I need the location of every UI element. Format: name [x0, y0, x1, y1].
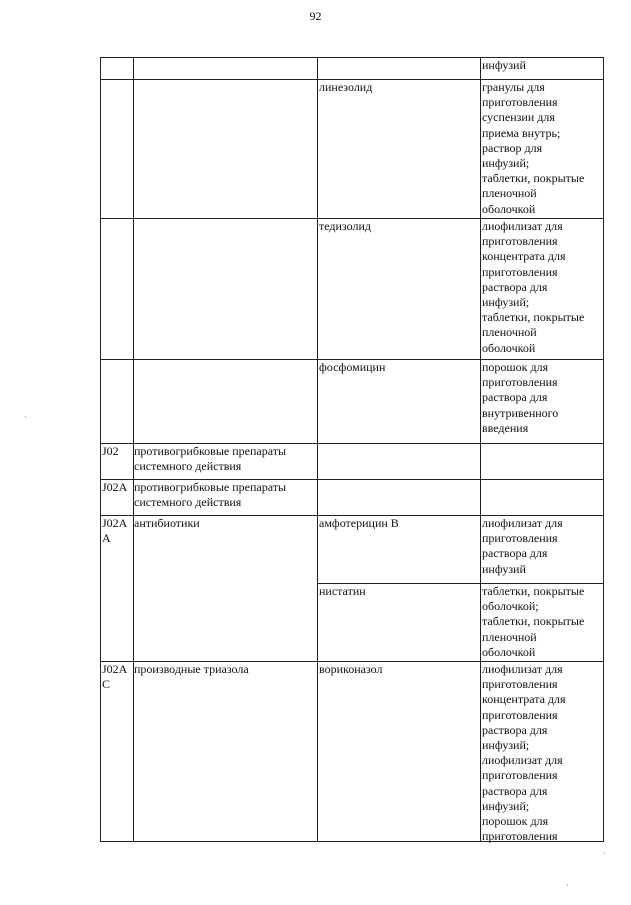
atc-code-cell: J02	[102, 444, 119, 458]
table-row	[101, 79, 603, 219]
atc-code-cell: J02A C	[102, 662, 128, 692]
dosage-form-cell: таблетки, покрытые оболочкой; таблетки, покрытые пленочной оболочкой	[482, 584, 585, 659]
atc-code-cell: J02A A	[102, 516, 128, 546]
drug-name-cell: линезолид	[319, 80, 373, 94]
dosage-form-cell: гранулы для приготовления суспензии для приема внутрь; раствор для инфузий; таблетки, покрытые пленочной оболочкой	[482, 80, 585, 216]
table-row	[101, 443, 603, 480]
dosage-form-cell: инфузий	[482, 58, 526, 72]
table-row	[101, 515, 603, 662]
group-name-cell: противогрибковые препараты системного действия	[134, 480, 287, 510]
group-name-cell: производные триазола	[134, 662, 249, 676]
scan-speck: ·	[24, 412, 27, 422]
dosage-form-cell: лиофилизат для приготовления концентрата для приготовления раствора для инфузий; лиофилизат для приготовления раствора для инфузий; порошок для приготовления	[482, 662, 566, 844]
table-row	[101, 218, 603, 360]
table-row	[101, 661, 603, 842]
scan-speck: ·	[603, 848, 606, 858]
atc-code-cell: J02A	[102, 480, 128, 494]
drug-name-cell: тедизолид	[319, 219, 371, 233]
drug-name-cell: вориконазол	[319, 662, 383, 676]
table-row	[101, 479, 603, 516]
table-row	[101, 58, 603, 79]
drug-name-cell: фосфомицин	[319, 360, 386, 374]
drug-name-cell: нистатин	[319, 584, 366, 598]
scan-speck: ·	[566, 880, 569, 890]
page-number: 92	[309, 9, 322, 23]
table-row	[101, 359, 603, 444]
group-name-cell: антибиотики	[134, 516, 200, 530]
medication-table	[100, 57, 604, 842]
dosage-form-cell: порошок для приготовления раствора для внутривенного введения	[482, 360, 559, 435]
dosage-form-cell: лиофилизат для приготовления концентрата для приготовления раствора для инфузий; таблетки, покрытые пленочной оболочкой	[482, 219, 585, 355]
drug-name-cell: амфотерицин В	[319, 516, 399, 530]
dosage-form-cell: лиофилизат для приготовления раствора для инфузий	[482, 516, 563, 576]
group-name-cell: противогрибковые препараты системного действия	[134, 444, 287, 474]
